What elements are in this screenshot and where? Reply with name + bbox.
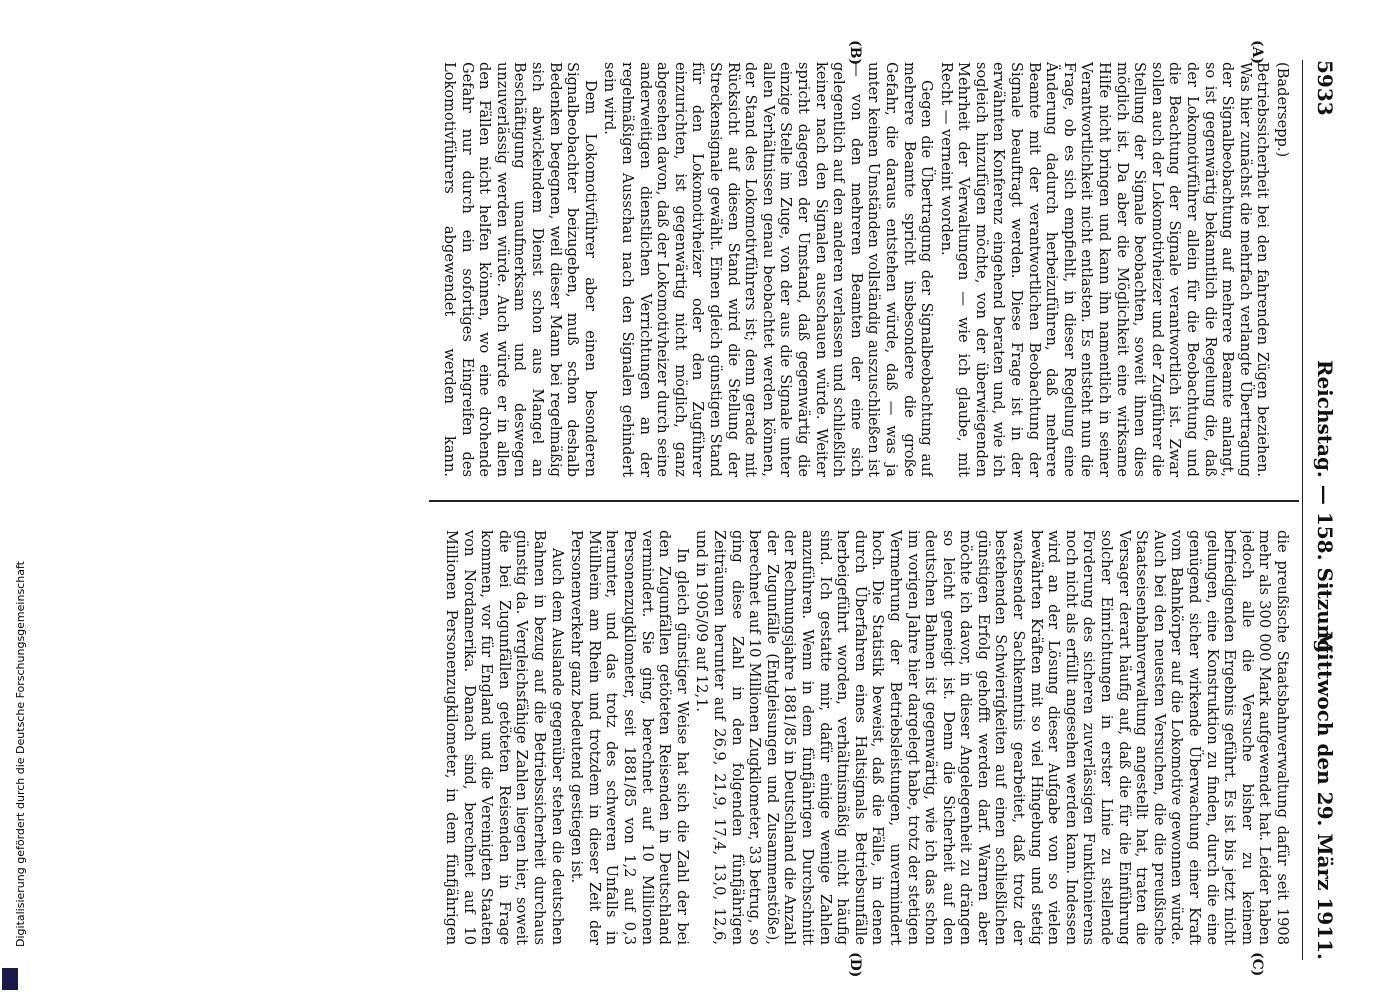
- paragraph: die preußische Staatsbahnverwaltung dafür seit 1908 mehr als 300 000 Mark aufgewendet hat. Leider haben jedoch alle die Versuche bisher zu keinem befriedigenden Ergebnis geführt. Es ist bis jetzt nicht gelungen, eine Konstruktion zu finden, durch die eine genügend sicher wirkende Überwachung einer Kraft vom Bahnkörper auf die Lokomotive gewonnen würde. Auch bei den neuesten Versuchen, die die preußische Staatseisenbahnverwaltung angestellt hat, traten die Versager derart häufig auf, daß die für die Einführung solcher Einrichtungen in erster Linie zu stellende Forderung des sicheren zuverlässigen Funktionierens noch nicht als erfüllt angesehen werden kann. Indessen wird an der Lösung dieser Aufgabe von so vielen bewährten Kräften mit so viel Hingebung und stetig wachsender Sachkenntnis gearbeitet, daß trotz der bestehenden Schwierigkeiten auf einen schließlichen günstigen Erfolg gehofft werden darf. Warnen aber möchte ich davor, in dieser Angelegenheit zu drängen so leicht geneigt ist. Denn die Sicherheit auf den deutschen Bahnen ist gegenwärtig, wie ich das schon im vorigen Jahre hier dargelegt habe, trotz der stetigen Vermehrung der Betriebsleistungen, unvermindert hoch. Die Statistik beweist, daß die Fälle, in denen durch Überfahren eines Haltsignals Betriebsunfälle herbeigeführt worden, verhältnismäßig nicht häufig sind. Ich gestatte mir, dafür einige wenige Zahlen anzuführen. Wenn in dem fünfjährigen Durchschnitt der Rechnungsjahre 1881/85 in Deutschland die Anzahl der Zugunfälle (Entgleisungen und Zusammenstöße), berechnet auf 10 Millionen Zugkilometer, 33 betrug, so ging diese Zahl in den folgenden fünfjährigen Zeiträumen herunter auf 26,9, 21,9, 17,4, 13,0, 12,6, und in 1905/09 auf 12,1.: [693, 530, 1291, 945]
- dfg-logo-icon: [2, 968, 18, 990]
- digitization-credit: [2, 10, 27, 990]
- paragraph: Gegen die Übertragung der Signalbeobachtung auf mehrere Beamte spricht insbesondere die große Gefahr, die daraus entstehen würde, daß — was ja unter keinen Umständen vollständig auszuschließen ist — von den mehreren Beamten der eine sich gelegentlich auf den anderen verlassen und schließlich keiner nach den Signalen ausschauen würde. Weiter spricht dagegen der Umstand, daß gegenwärtig die einzige Stelle im Zuge, von der aus die Signale unter allen Verhältnissen genau beobachtet werden können, der Stand des Lokomotivführers ist; denn gerade mit Rücksicht auf diesen Stand wird die Stellung der Streckensignale gewählt. Einen gleich günstigen Stand für den Lokomotivheizer oder den Zugführer einzurichten, ist gegenwärtig nicht möglich, ganz abgesehen davon, daß der Lokomotivheizer durch seine anderweitigen dienstlichen Verrichtungen an der regelmäßigen Ausschau nach den Signalen gehindert sein wird.: [601, 62, 936, 477]
- paragraph: Auch dem Auslande gegenüber stehen die deutschen Bahnen in bezug auf die Betriebssicherheit durchaus günstig da. Vergleichsfähige Zahlen liegen hier, soweit die bei Zugunfällen getöteten Reisenden in Frage kommen, vor für England und die Vereinigten Staaten von Nordamerika. Danach sind, berechnet auf 10 Millionen Personenzugkilometer, in dem fünfjährigen: [443, 530, 566, 945]
- paragraph: Dem Lokomotivführer aber einen besonderen Signalbeobachter beizugeben, muß schon deshalb Bedenken begegnen, weil dieser Mann bei regelmäßig sich abwickelndem Dienst schon aus Mangel an Beschäftigung unaufmerksam und deswegen unzuverlässig werden würde. Auch würde er in allen den Fällen nicht helfen können, wo eine drohende Gefahr nur durch ein sofortiges Eingreifen des Lokomotivführers abgewendet werden kann.: [441, 62, 599, 477]
- margin-marker-d: (D): [847, 952, 863, 978]
- paragraph: Betriebssicherheit bei den fahrenden Zügen beziehen. Was hier zunächst die mehrfach verlangte Übertragung der Signalbeobachtung auf mehrere Beamte anlangt, so ist gegenwärtig bekanntlich die Regelung die, daß der Lokomotivführer allein für die Beobachtung und die Beachtung der Signale verantwortlich ist. Zwar sollen auch der Lokomotivheizer und der Zugführer die Stellung der Signale beobachten, soweit ihnen dies möglich ist. Da aber die Möglichkeit eine wirksame Hilfe nicht bringen und kann ihn namentlich in seiner Verantwortlichkeit nicht entlasten. Es entsteht nun die Frage, ob es sich empfiehlt, in dieser Regelung eine Änderung dadurch herbeizuführen, daß mehrere Beamte mit der verantwortlichen Beobachtung der Signale beauftragt werden. Diese Frage ist in der erwähnten Konferenz eingehend beraten und, wie ich sogleich hinzufügen möchte, von der überwiegenden Mehrheit der Verwaltungen — wie ich glaube, mit Recht — verneint worden.: [937, 62, 1272, 477]
- text-column-left: [441, 62, 1291, 477]
- paragraph: In gleich günstiger Weise hat sich die Zahl der bei den Zugunfällen getöteten Reisenden in Deutschland vermindert. Sie ging, berechnet auf 10 Millionen Personenzugkilometer, seit 1881/85 von 1,2 auf 0,3 herunter, und das trotz des schweren Unfalls in Müllheim am Rhein und trotzdem in dieser Zeit der Personenverkehr ganz bedeutend gestiegen ist.: [568, 530, 691, 945]
- credit-text: Digitalisierung gefördert durch die Deutsche Forschungsgemeinschaft: [14, 561, 27, 947]
- session-title: Reichstag. — 158. Sitzung.: [1313, 359, 1337, 661]
- page-header: [1302, 60, 1343, 960]
- column-divider: [429, 500, 1299, 502]
- margin-marker-c: (C): [1249, 952, 1265, 977]
- margin-marker-a: (A): [1249, 40, 1265, 65]
- text-column-right: [441, 530, 1291, 945]
- margin-marker-b: (B): [847, 40, 863, 66]
- page-number: 5933: [1313, 60, 1337, 116]
- session-date: Mittwoch den 29. März 1911.: [1313, 630, 1337, 960]
- speaker-name: (Badersepp.): [1274, 62, 1291, 158]
